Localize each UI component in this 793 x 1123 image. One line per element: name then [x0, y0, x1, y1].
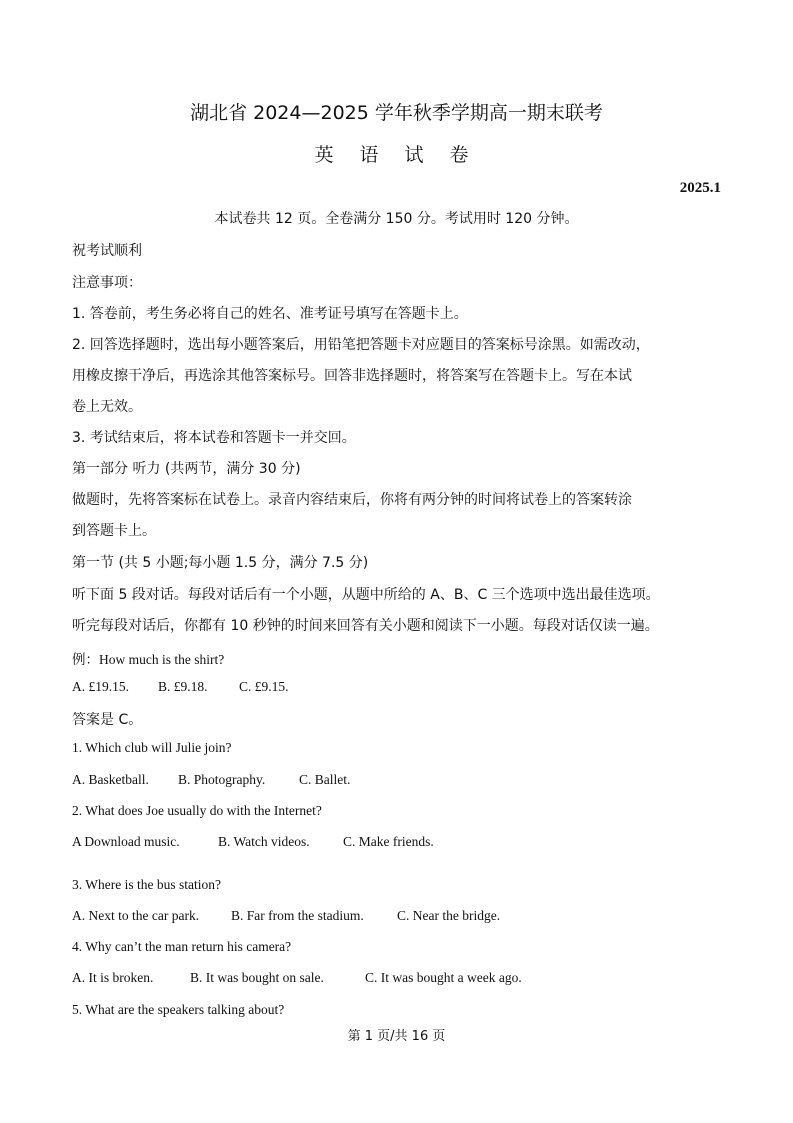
- exam-subtitle: 英 语 试 卷: [314, 144, 479, 166]
- question-3-option-b: B. Far from the stadium.: [231, 908, 364, 923]
- notice-item-2-line-1: 2. 回答选择题时，选出每小题答案后，用铅笔把答题卡对应题目的答案标号涂黑。如需改动，: [72, 337, 650, 353]
- question-4-option-b: B. It was bought on sale.: [190, 970, 324, 985]
- exam-info: 本试卷共 12 页。全卷满分 150 分。考试用时 120 分钟。: [214, 211, 579, 227]
- blessing: 祝考试顺利: [72, 243, 142, 259]
- exam-date: 2025.1: [679, 180, 721, 196]
- question-1-option-b: B. Photography.: [178, 772, 266, 787]
- section1-desc-line-2: 听完每段对话后，你都有 10 秒钟的时间来回答有关小题和阅读下一小题。每段对话仅读一遍。: [72, 618, 659, 634]
- question-1-option-a: A. Basketball.: [72, 772, 149, 787]
- exam-title: 湖北省 2024—2025 学年秋季学期高一期末联考: [190, 102, 603, 124]
- page-number: 第 1 页/共 16 页: [347, 1029, 446, 1044]
- question-2-options: [72, 834, 434, 850]
- question-3-stem: 3. Where is the bus station?: [72, 877, 221, 892]
- section1-heading: 第一节 (共 5 小题;每小题 1.5 分，满分 7.5 分): [72, 555, 369, 571]
- question-2-stem: 2. What does Joe usually do with the Internet?: [72, 803, 322, 818]
- question-1-options: [72, 772, 350, 788]
- notice-item-2-line-3: 卷上无效。: [72, 399, 142, 415]
- question-3-options: [72, 908, 500, 924]
- question-2-option-a: A Download music.: [72, 834, 180, 849]
- part1-desc-line-1: 做题时，先将答案标在试卷上。录音内容结束后，你将有两分钟的时间将试卷上的答案转涂: [72, 492, 632, 508]
- question-3-option-c: C. Near the bridge.: [397, 908, 501, 923]
- question-2-option-b: B. Watch videos.: [218, 834, 310, 849]
- example-option-b: B. £9.18.: [158, 679, 208, 694]
- question-5-stem: 5. What are the speakers talking about?: [72, 1002, 285, 1017]
- example-option-c: C. £9.15.: [239, 679, 289, 694]
- question-1-option-c: C. Ballet.: [299, 772, 351, 787]
- question-2-option-c: C. Make friends.: [343, 834, 434, 849]
- question-3-option-a: A. Next to the car park.: [72, 908, 200, 923]
- part1-heading: 第一部分 听力 (共两节，满分 30 分): [72, 461, 301, 477]
- example-option-a: A. £19.15.: [72, 679, 129, 694]
- section1-desc-line-1: 听下面 5 段对话。每段对话后有一个小题，从题中所给的 A、B、C 三个选项中选出最佳选项。: [72, 587, 660, 603]
- question-4-options: [72, 970, 522, 986]
- question-4-option-c: C. It was bought a week ago.: [365, 970, 522, 985]
- notice-heading: 注意事项：: [72, 275, 142, 291]
- notice-item-2-line-2: 用橡皮擦干净后，再选涂其他答案标号。回答非选择题时，将答案写在答题卡上。写在本试: [72, 368, 632, 384]
- example-options: [72, 679, 289, 695]
- question-4-option-a: A. It is broken.: [72, 970, 154, 985]
- part1-desc-line-2: 到答题卡上。: [72, 523, 156, 539]
- question-4-stem: 4. Why can’t the man return his camera?: [72, 939, 292, 954]
- example-answer: 答案是 C。: [72, 712, 143, 728]
- example-question: 例：How much is the shirt?: [72, 652, 225, 667]
- question-1-stem: 1. Which club will Julie join?: [72, 740, 232, 755]
- notice-item-1: 1. 答卷前，考生务必将自己的姓名、准考证号填写在答题卡上。: [72, 306, 468, 322]
- notice-item-3: 3. 考试结束后，将本试卷和答题卡一并交回。: [72, 430, 356, 446]
